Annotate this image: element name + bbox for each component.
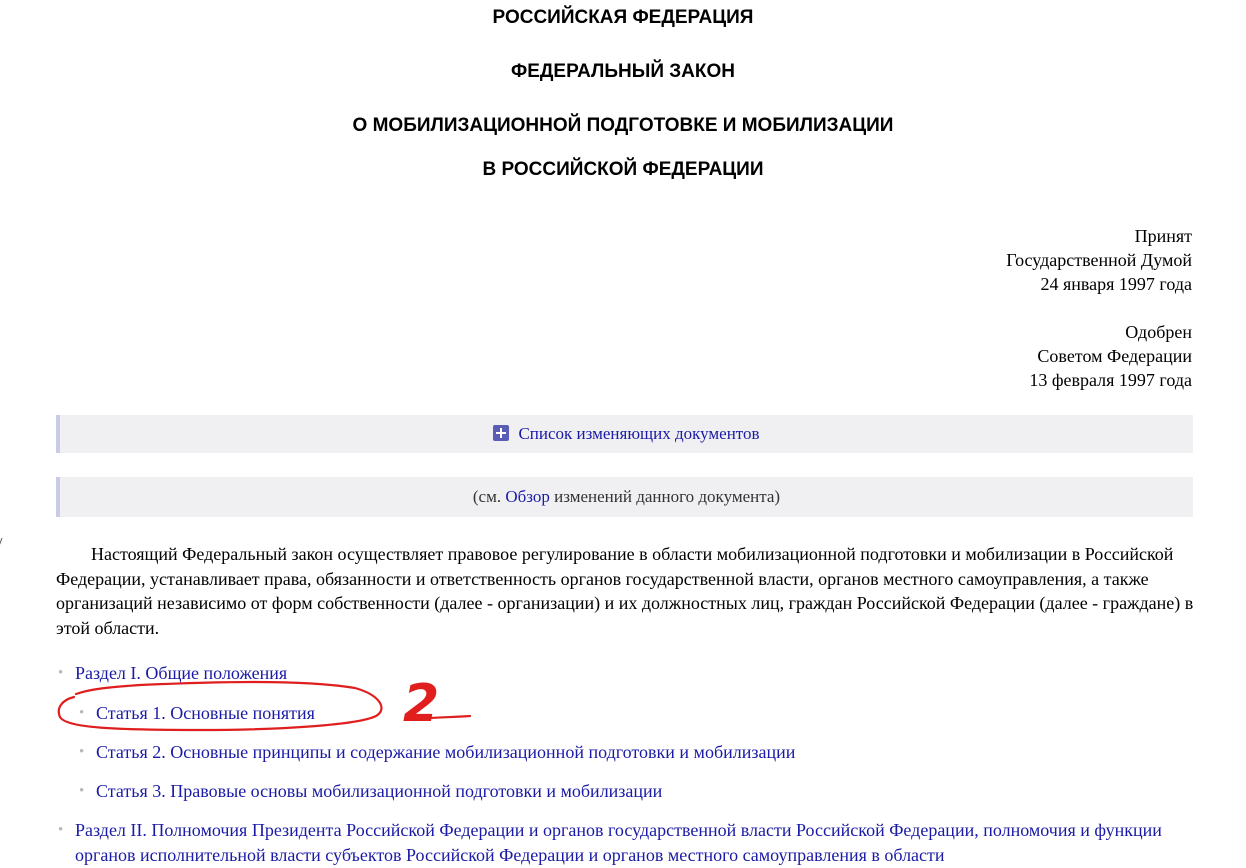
overview-prefix: (см. xyxy=(472,487,506,506)
page-title-continued: В РОССИЙСКОЙ ФЕДЕРАЦИИ xyxy=(482,159,764,180)
toc-section-1-label[interactable]: Раздел I. Общие положения xyxy=(75,663,288,683)
overview-suffix: изменений данного документа) xyxy=(549,487,781,506)
bullet-icon: • xyxy=(58,665,64,681)
toc-article-2[interactable] xyxy=(79,740,796,765)
approved-by: Советом Федерации xyxy=(1037,346,1192,366)
bullet-icon: • xyxy=(79,744,85,760)
toc-article-1[interactable] xyxy=(79,701,315,726)
toc-article-3[interactable] xyxy=(79,779,663,804)
toc-section-2-label[interactable]: Раздел II. Полномочия Президента Российской Федерации и органов государственной власти Российской Федерации, полномочия и функции органов исполнительной власти субъектов Российской Федерации и органов местного самоуправления в области xyxy=(75,820,1162,865)
approved-label: Одобрен xyxy=(1125,322,1192,342)
overview-box xyxy=(56,477,1193,517)
bullet-icon: • xyxy=(58,822,64,838)
toc-article-3-label[interactable]: Статья 3. Правовые основы мобилизационной подготовки и мобилизации xyxy=(96,781,663,801)
toc-section-1[interactable] xyxy=(58,661,288,686)
changes-list-box[interactable] xyxy=(56,415,1193,453)
toc-article-2-label[interactable]: Статья 2. Основные принципы и содержание мобилизационной подготовки и мобилизации xyxy=(96,742,796,762)
changes-list-link[interactable]: Список изменяющих документов xyxy=(518,424,760,443)
toc-article-1-label[interactable]: Статья 1. Основные понятия xyxy=(96,703,315,723)
approval-info xyxy=(1029,320,1192,392)
header-law-type: ФЕДЕРАЛЬНЫЙ ЗАКОН xyxy=(510,61,736,82)
adoption-info xyxy=(1006,224,1192,296)
approved-date: 13 февраля 1997 года xyxy=(1029,370,1192,390)
adopted-label: Принят xyxy=(1134,226,1192,246)
overview-link[interactable]: Обзор xyxy=(505,487,550,506)
bullet-icon: • xyxy=(79,783,85,799)
adopted-by: Государственной Думой xyxy=(1006,250,1192,270)
adopted-date: 24 января 1997 года xyxy=(1040,274,1192,294)
header-country: РОССИЙСКАЯ ФЕДЕРАЦИЯ xyxy=(492,7,754,28)
red-underline-annotation xyxy=(430,716,470,718)
bullet-icon: • xyxy=(79,705,85,721)
plus-square-icon[interactable] xyxy=(493,425,509,441)
stray-mark xyxy=(0,538,6,546)
preamble-paragraph: Настоящий Федеральный закон осуществляет правовое регулирование в области мобилизационной подготовки и мобилизации в Российской Федерации, устанавливает права, обязанности и ответственность органов государственной власти, органов местного самоуправления, а также организаций независимо от форм собственности (далее - организации) и их должностных лиц, граждан Российской Федерации (далее - граждане) в этой области. xyxy=(56,544,1194,638)
page-title: О МОБИЛИЗАЦИОННОЙ ПОДГОТОВКЕ И МОБИЛИЗАЦИИ xyxy=(352,115,894,136)
red-number-annotation: 2 xyxy=(403,674,440,734)
toc-section-2[interactable] xyxy=(58,818,1195,867)
